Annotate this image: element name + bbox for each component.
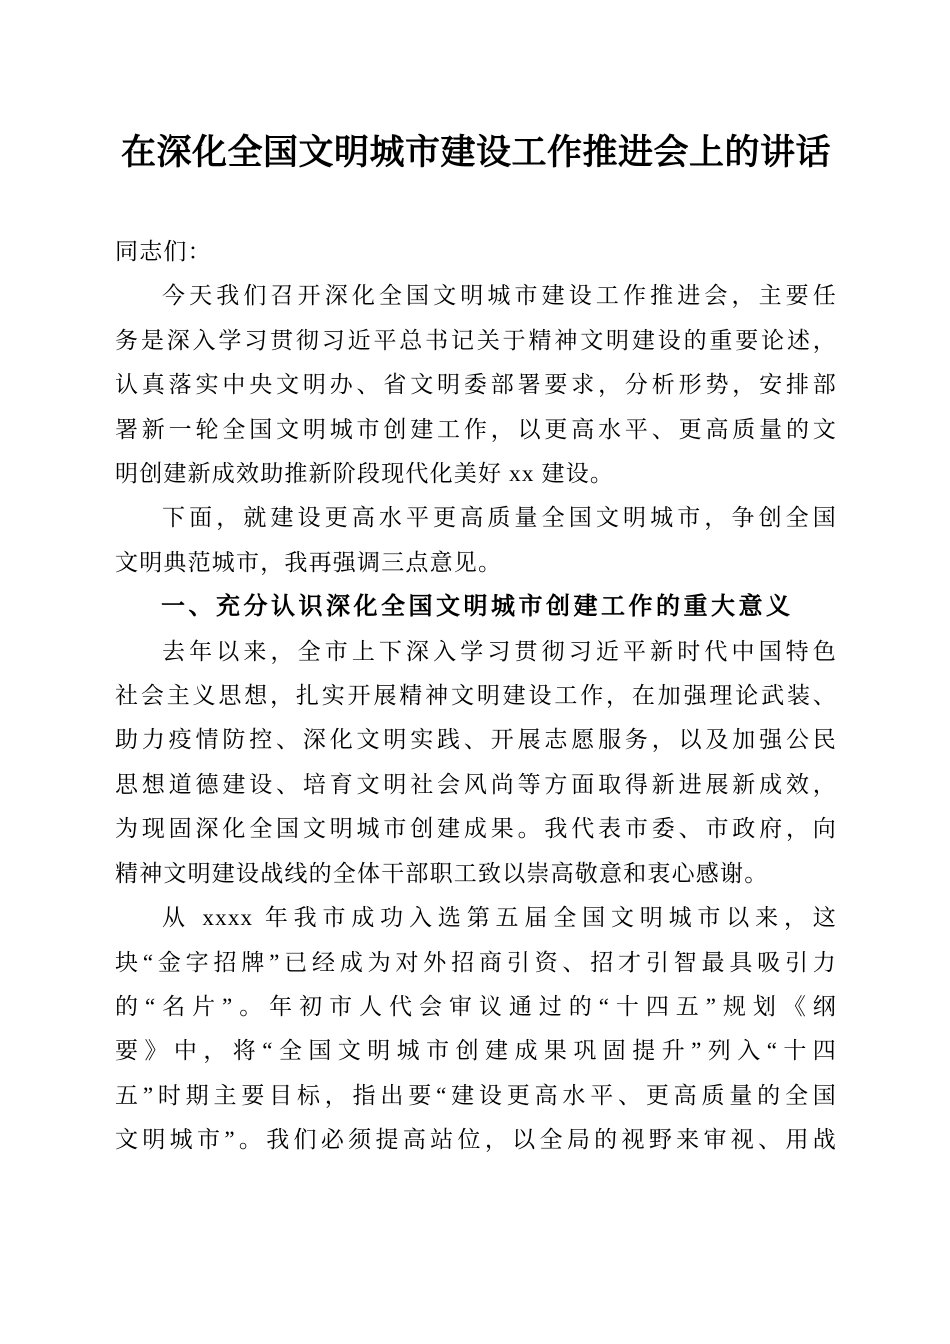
text-line: 从 xxxx 年我市成功入选第五届全国文明城市以来，这 — [162, 905, 837, 931]
text-line: 精神文明建设战线的全体干部职工致以崇高敬意和衷心感谢。 — [115, 860, 769, 886]
body-paragraph — [115, 274, 837, 496]
body-paragraph — [115, 496, 837, 585]
document-title: 在深化全国文明城市建设工作推进会上的讲话 — [120, 133, 831, 172]
text-line: 社会主义思想，扎实开展精神文明建设工作，在加强理论武装、 — [115, 683, 837, 709]
text-line: 今天我们召开深化全国文明城市建设工作推进会，主要任 — [162, 283, 837, 309]
text-line: 去年以来，全市上下深入学习贯彻习近平新时代中国特色 — [162, 638, 837, 664]
text-line: 为现固深化全国文明城市创建成果。我代表市委、市政府，向 — [115, 816, 837, 842]
text-line: 务是深入学习贯彻习近平总书记关于精神文明建设的重要论述， — [115, 327, 837, 353]
text-line: 的“名片”。年初市人代会审议通过的“十四五”规划《纲 — [115, 993, 837, 1019]
text-line: 块“金字招牌”已经成为对外招商引资、招才引智最具吸引力 — [115, 949, 837, 975]
text-line: 五”时期主要目标，指出要“建设更高水平、更高质量的全国 — [115, 1082, 837, 1108]
text-line: 助力疫情防控、深化文明实践、开展志愿服务，以及加强公民 — [115, 727, 837, 753]
salutation: 同志们： — [115, 239, 212, 264]
section-heading: 一、充分认识深化全国文明城市创建工作的重大意义 — [161, 593, 794, 621]
body-paragraph — [115, 896, 837, 1162]
text-line: 署新一轮全国文明城市创建工作，以更高水平、更高质量的文 — [115, 416, 837, 442]
body-paragraph — [115, 630, 837, 896]
text-line: 明创建新成效助推新阶段现代化美好 xx 建设。 — [115, 461, 615, 487]
text-line: 文明典范城市，我再强调三点意见。 — [115, 549, 503, 575]
text-line: 认真落实中央文明办、省文明委部署要求，分析形势，安排部 — [115, 372, 837, 398]
text-line: 要》中，将“全国文明城市创建成果巩固提升”列入“十四 — [115, 1038, 837, 1064]
text-line: 下面，就建设更高水平更高质量全国文明城市，争创全国 — [162, 505, 837, 531]
text-line: 文明城市”。我们必须提高站位，以全局的视野来审视、用战 — [115, 1127, 837, 1153]
text-line: 思想道德建设、培育文明社会风尚等方面取得新进展新成效， — [115, 771, 837, 797]
